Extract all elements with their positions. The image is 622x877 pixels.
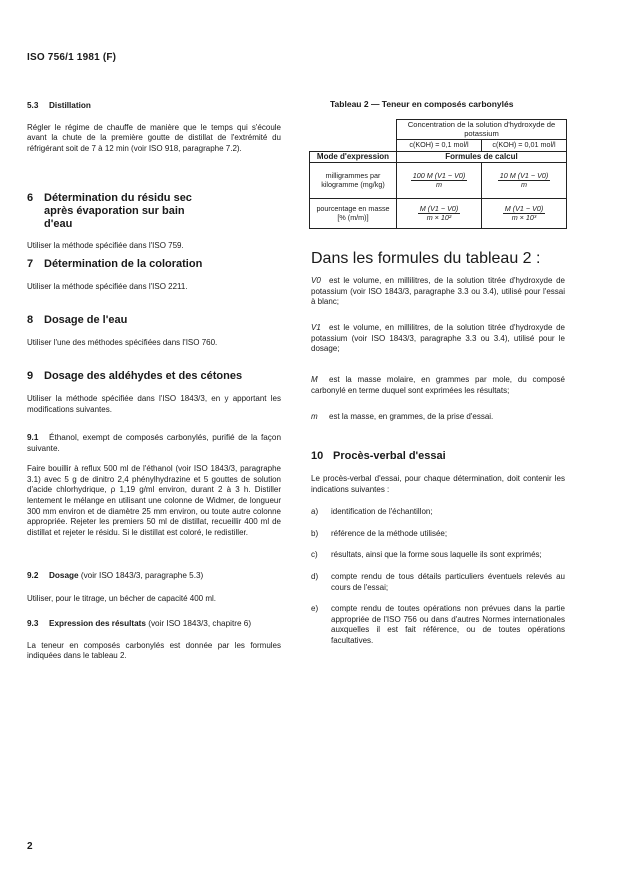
section-text: Utiliser la méthode spécifiée dans l'ISO 1843/3, en y apportant les modifications suivantes. xyxy=(27,394,281,414)
section-9-3 xyxy=(27,619,281,662)
section-title: Dosage des aldéhydes et des cétones xyxy=(44,370,243,382)
section-number: 8 xyxy=(27,314,34,326)
list-item: d) compte rendu de tous détails particuliers éventuels relevés au cours de l'essai; xyxy=(311,571,565,592)
row2-formula-2: $\frac{M (V1 - V0)}{\text{m × 10³}}$ xyxy=(482,199,567,229)
section-5-3 xyxy=(27,101,281,154)
list-item: b) référence de la méthode utilisée; xyxy=(311,528,448,538)
formulas-intro: Dans les formules du tableau 2 : xyxy=(311,250,541,267)
row1-formula-2: $\frac{10 M (V1 - V0)}{m}$ xyxy=(482,163,567,199)
variable-symbol: V1 xyxy=(311,323,321,332)
section-title: Éthanol, xyxy=(49,433,80,442)
concentration-2: c(KOH) = 0,01 mol/l xyxy=(482,140,567,152)
section-9-1 xyxy=(27,433,281,538)
section-text: Utiliser la méthode spécifiée dans l'ISO 759. xyxy=(27,241,184,250)
section-text: Faire bouillir à reflux 500 ml de l'éthanol (voir ISO 1843/3, paragraphe 3.1) avec 5 g de dinitro 2,4 phénylhydrazine et 5 gouttes de solution d'acide chlorhydrique, ρ 1,19 g/ml environ, durant 2 à 3 h. Distiller lentement le mélange en utilisant une colonne de Widmer, de longueur 300 mm environ et de diamètre 25 mm environ, ou toute autre colonne appropriée. Rejeter les premiers 50 ml de distillat, recueillir 400 ml de distillat et rejeter le résidu. Si le distillat est coloré, le redistiller. xyxy=(27,464,281,537)
document-header: ISO 756/1 1981 (F) xyxy=(27,52,117,63)
section-number: 5.3 xyxy=(27,101,39,110)
mode-header: Mode d'expression xyxy=(310,151,397,163)
section-number: 6 xyxy=(27,192,34,204)
variable-symbol: V0 xyxy=(311,276,321,285)
section-number: 10 xyxy=(311,450,324,462)
variable-symbol: m xyxy=(311,412,318,421)
section-subtitle: (voir ISO 1843/3, paragraphe 5.3) xyxy=(80,571,204,580)
variable-definition: est la masse, en grammes, de la prise d'essai. xyxy=(329,412,494,421)
section-text: Utiliser la méthode spécifiée dans l'ISO 2211. xyxy=(27,282,188,291)
row2-label: pourcentage en masse [% (m/m)] xyxy=(310,199,397,229)
section-number: 9 xyxy=(27,370,34,382)
row2-formula-1: $\frac{M (V1 - V0)}{\text{m × 10²}}$ xyxy=(397,199,482,229)
report-items-list xyxy=(311,507,565,646)
variable-definition: est la masse molaire, en grammes par mole, du composé carbonylé en terme duquel sont exprimées les résultats; xyxy=(311,375,565,395)
variable-v1 xyxy=(311,323,565,355)
section-text: La teneur en composés carbonylés est donnée par les formules indiquées dans le tableau 2. xyxy=(27,640,281,661)
section-title: Distillation xyxy=(49,101,91,110)
section-text: Le procès-verbal d'essai, pour chaque détermination, doit contenir les indications suivantes : xyxy=(311,474,565,494)
page-number: 2 xyxy=(27,841,33,852)
section-title: Dosage xyxy=(49,571,79,580)
variable-v0 xyxy=(311,276,565,308)
section-title: Détermination du résidu sec après évaporation sur bain d'eau xyxy=(44,192,192,230)
table-title: Tableau 2 — Teneur en composés carbonylés xyxy=(330,99,514,109)
row1-label: milligrammes par kilogramme (mg/kg) xyxy=(310,163,397,199)
section-number: 7 xyxy=(27,258,34,270)
row1-formula-1: $\frac{100 M (V1 - V0)}{m}$ xyxy=(397,163,482,199)
section-title: Procès-verbal d'essai xyxy=(333,450,446,462)
concentration-header: Concentration de la solution d'hydroxyde de potassium xyxy=(397,120,567,140)
variable-symbol: M xyxy=(311,375,318,384)
section-number: 9.1 xyxy=(27,433,39,442)
list-item: e) compte rendu de toutes opérations non prévues dans la partie appropriée de l'ISO 756 ou dans d'autres Normes internationales auxquelles il est fait référence, ou de toutes opérations facultatives. xyxy=(311,604,565,645)
section-7 xyxy=(27,258,281,293)
section-title: Expression des résultats xyxy=(49,619,146,628)
section-10 xyxy=(311,450,565,647)
formulas-header: Formules de calcul xyxy=(397,151,567,163)
concentration-1: c(KOH) = 0,1 mol/l xyxy=(397,140,482,152)
section-text: Utiliser l'une des méthodes spécifiées dans l'ISO 760. xyxy=(27,338,218,347)
section-number: 9.3 xyxy=(27,619,39,628)
variable-m xyxy=(311,412,565,423)
section-title: Dosage de l'eau xyxy=(44,314,128,326)
section-subtitle: (voir ISO 1843/3, chapitre 6) xyxy=(148,619,252,628)
list-item: c) résultats, ainsi que la forme sous laquelle ils sont exprimés; xyxy=(311,550,542,560)
variable-definition: est le volume, en millilitres, de la solution titrée d'hydroxyde de potassium (voir ISO 1843/3, paragraphe 3.3 ou 3.4), utilisé pour le dosage; xyxy=(311,323,565,354)
section-text: Régler le régime de chauffe de manière que le temps qui s'écoule avant la chute de la première goutte de distillat de l'extrémité du réfrigérant soit de 7 à 12 min (voir ISO 918, paragraphe 7.2). xyxy=(27,122,281,153)
table-2 xyxy=(309,119,567,229)
section-9 xyxy=(27,370,281,415)
section-subtitle: exempt de composés carbonylés, purifié de la façon suivante. xyxy=(27,433,281,453)
list-item: a) identification de l'échantillon; xyxy=(311,507,433,517)
section-6 xyxy=(27,192,281,252)
section-text: Utiliser, pour le titrage, un bécher de capacité 400 ml. xyxy=(27,593,216,603)
section-9-2 xyxy=(27,571,281,604)
variable-M xyxy=(311,375,565,396)
section-8 xyxy=(27,314,281,349)
section-title: Détermination de la coloration xyxy=(44,258,203,270)
section-number: 9.2 xyxy=(27,571,39,580)
variable-definition: est le volume, en millilitres, de la solution titrée d'hydroxyde de potassium (voir ISO 1843/3, paragraphe 3.3 ou 3.4), utilisé pour l'essai à blanc; xyxy=(311,276,565,307)
